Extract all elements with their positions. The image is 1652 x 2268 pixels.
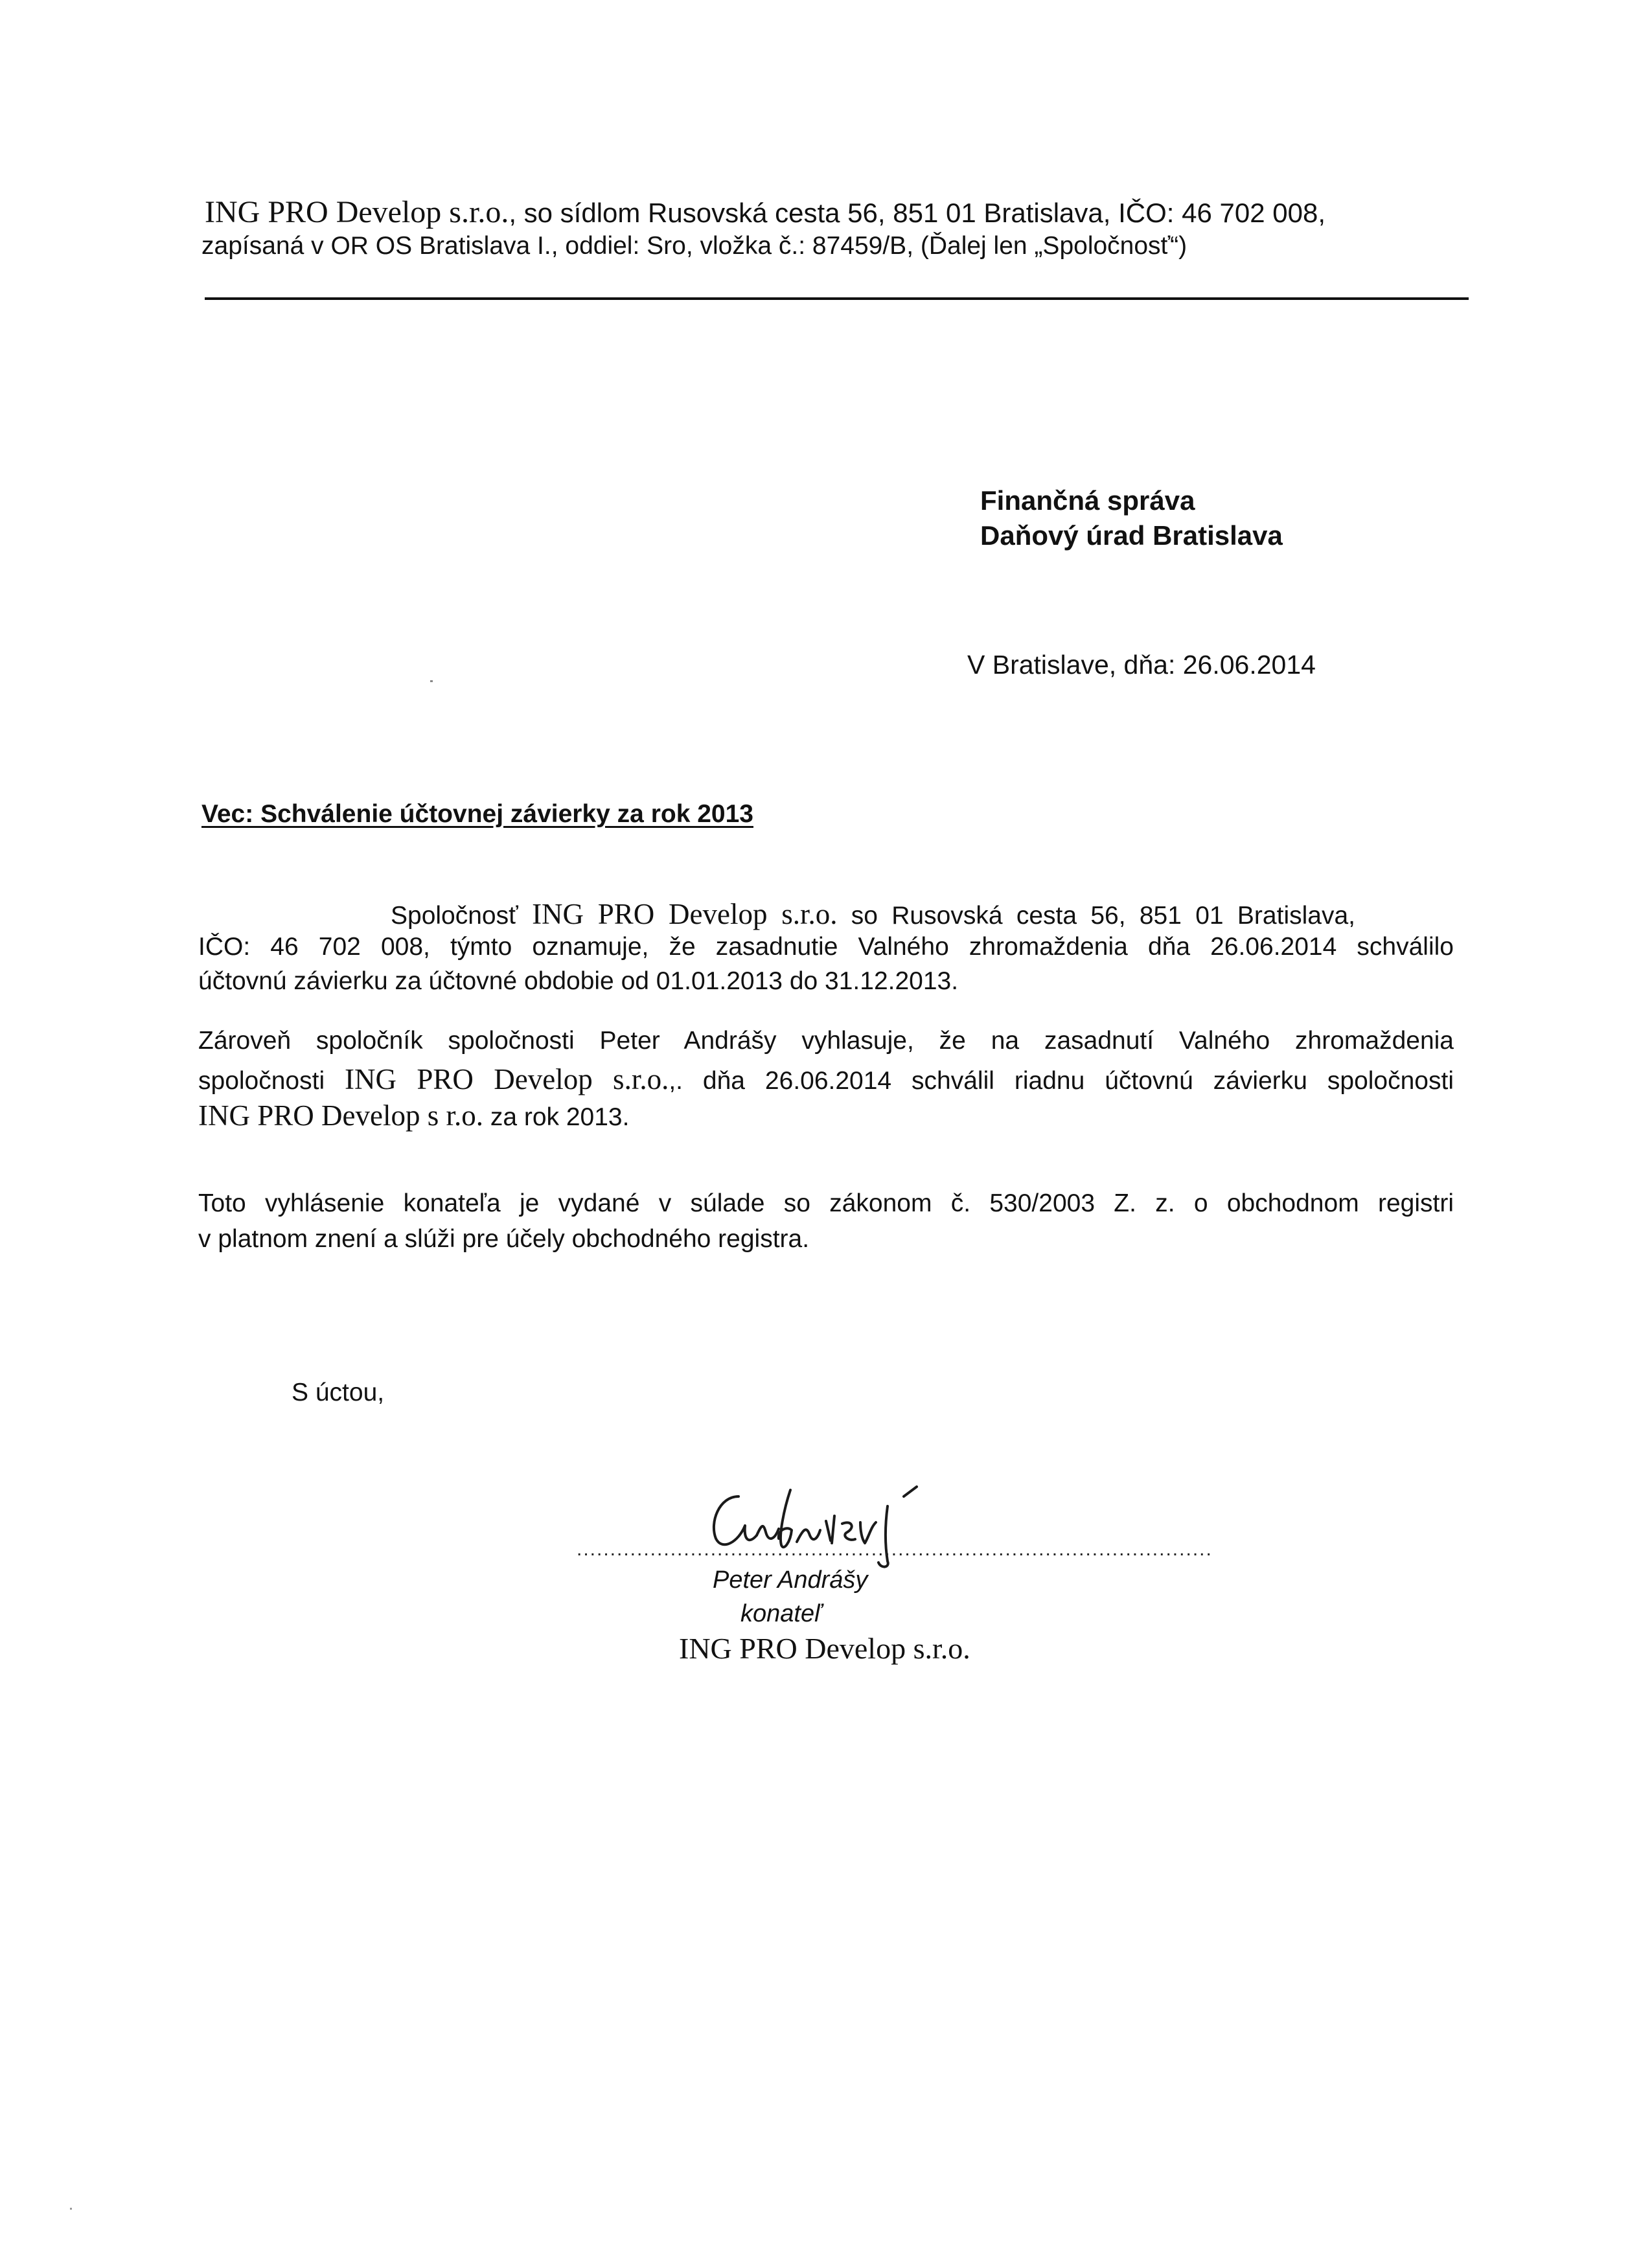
signer-name: Peter Andrášy <box>713 1566 868 1594</box>
paragraph-2-line-1: Zároveň spoločník spoločnosti Peter Andrášy vyhlasuje, že na zasadnutí Valného zhromaždenia <box>198 1027 1454 1055</box>
paragraph-2-text: za rok 2013. <box>483 1103 630 1131</box>
header-registration-line: zapísaná v OR OS Bratislava I., oddiel: Sro, vložka č.: 87459/B, (Ďalej len „Spoločnosť“) <box>201 232 1187 260</box>
signature-dotted-line: ............................................................................................... <box>577 1539 1213 1560</box>
recipient-line-1: Finančná správa <box>980 485 1195 516</box>
subject-line: Vec: Schválenie účtovnej závierky za rok 2013 <box>201 800 753 828</box>
paragraph-1-text: Spoločnosť <box>391 902 533 930</box>
header-company-line <box>205 194 1436 230</box>
company-name: ING PRO Develop s.r.o. <box>345 1063 669 1095</box>
paragraph-1-line-1 <box>391 897 1355 931</box>
date-line: V Bratislave, dňa: 26.06.2014 <box>967 650 1316 680</box>
scan-speck <box>430 680 433 682</box>
recipient-block <box>980 483 1283 553</box>
recipient-line-2: Daňový úrad Bratislava <box>980 520 1283 551</box>
paragraph-2-text: ,. dňa 26.06.2014 schválil riadnu účtovnú závierku spoločnosti <box>669 1067 1454 1095</box>
paragraph-2-text: spoločnosti <box>198 1067 345 1095</box>
paragraph-3-line-2: v platnom znení a slúži pre účely obchodného registra. <box>198 1225 810 1253</box>
signer-role: konateľ <box>740 1600 821 1627</box>
paragraph-1-text: so Rusovská cesta 56, 851 01 Bratislava, <box>837 902 1355 930</box>
signer-company: ING PRO Develop s.r.o. <box>679 1632 970 1665</box>
paragraph-1-line-2: IČO: 46 702 008, týmto oznamuje, že zasadnutie Valného zhromaždenia dňa 26.06.2014 schválilo <box>198 933 1454 961</box>
closing-salutation: S úctou, <box>292 1379 385 1406</box>
header-divider <box>205 297 1469 300</box>
company-name: ING PRO Develop s.r.o. <box>532 898 838 930</box>
paragraph-2-line-2 <box>198 1062 1454 1096</box>
paragraph-2-line-3 <box>198 1099 629 1132</box>
header-company-name: ING PRO Develop s.r.o. <box>205 195 509 229</box>
header-address: , so sídlom Rusovská cesta 56, 851 01 Bratislava, IČO: 46 702 008, <box>509 198 1325 228</box>
company-name: ING PRO Develop s r.o. <box>198 1099 483 1132</box>
paragraph-3-line-1: Toto vyhlásenie konateľa je vydané v súlade so zákonom č. 530/2003 Z. z. o obchodnom registri <box>198 1189 1454 1217</box>
scan-speck <box>70 2208 72 2210</box>
paragraph-1-line-3: účtovnú závierku za účtovné obdobie od 01.01.2013 do 31.12.2013. <box>198 967 959 995</box>
